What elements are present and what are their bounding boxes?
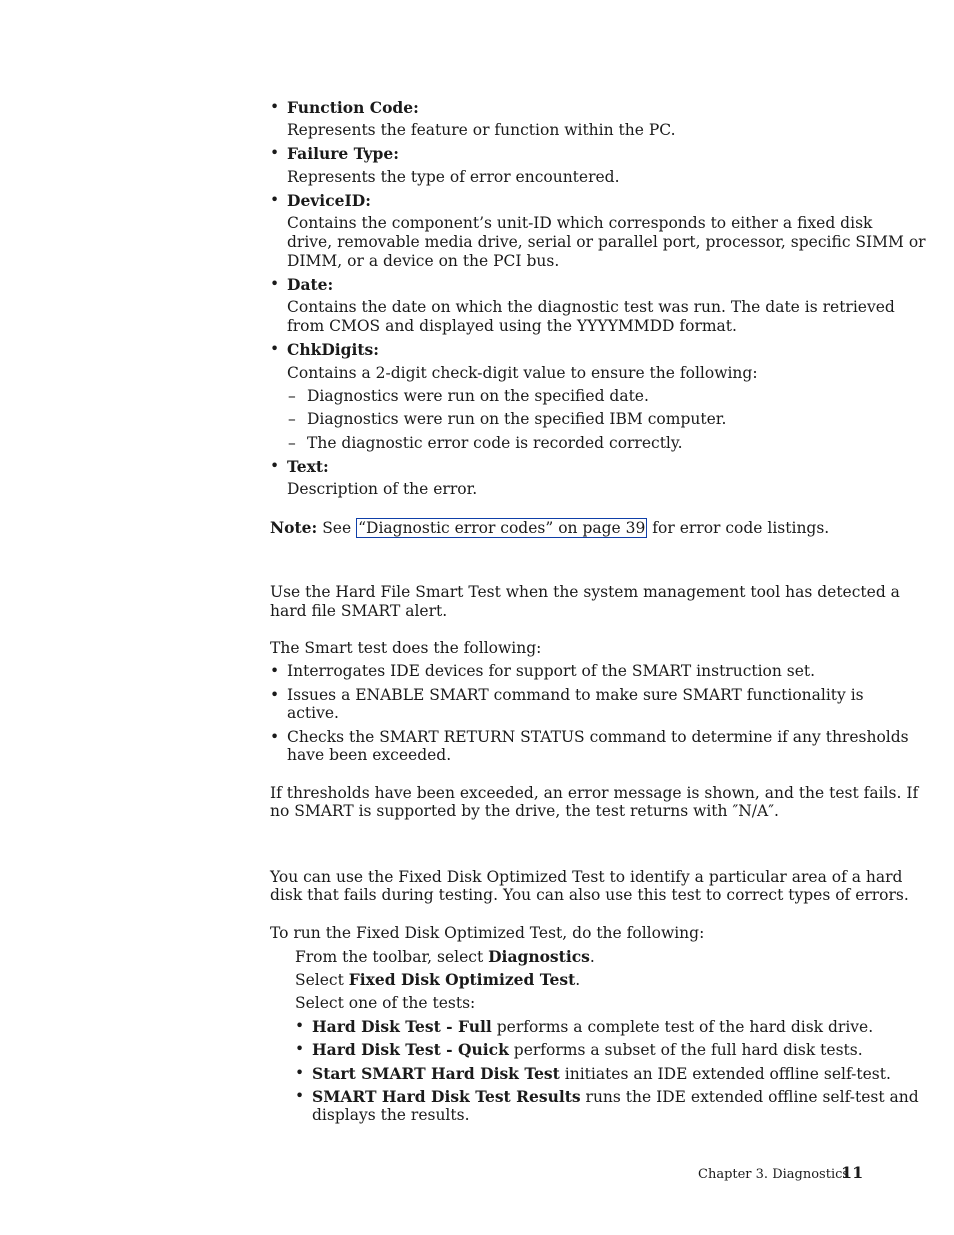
note-post: for error code listings. [652, 519, 830, 537]
chk-item: Diagnostics were run on the specified date. [307, 387, 649, 405]
note-label: Note: [270, 518, 318, 537]
test-item [312, 1087, 919, 1107]
bullet: • [270, 728, 280, 746]
step-bold: Diagnostics [488, 947, 590, 966]
page-number: 11 [841, 1163, 864, 1182]
fixed-lead: To run the Fixed Disk Optimized Test, do the following: [270, 924, 705, 942]
note [270, 518, 829, 538]
step-text: From the toolbar, select [295, 948, 489, 966]
smart-bullet: Checks the SMART RETURN STATUS command to determine if any thresholds [287, 728, 909, 746]
test-desc: performs a subset of the full hard disk tests. [508, 1041, 863, 1059]
step-text: Select [295, 971, 349, 989]
field-desc: drive, removable media drive, serial or parallel port, processor, specific SIMM or [287, 233, 926, 251]
field-label-chkdigits: ChkDigits: [287, 340, 380, 359]
field-desc: from CMOS and displayed using the YYYYMMDD format. [287, 317, 737, 335]
field-label-text: Text: [287, 457, 329, 476]
smart-bullet: Interrogates IDE devices for support of the SMART instruction set. [287, 662, 816, 680]
field-desc: Contains the date on which the diagnostic test was run. The date is retrieved [287, 298, 895, 316]
note-pre: See [322, 519, 352, 537]
bullet: • [270, 144, 280, 162]
test-desc: runs the IDE extended offline self-test and [580, 1088, 919, 1106]
bullet: • [295, 1087, 305, 1105]
test-name: Hard Disk Test - Full [312, 1017, 492, 1036]
bullet: • [270, 686, 280, 704]
bullet: • [270, 662, 280, 680]
bullet: • [270, 340, 280, 358]
chk-item: Diagnostics were run on the specified IBM computer. [307, 410, 727, 428]
test-item [312, 1040, 863, 1060]
field-desc: Represents the type of error encountered. [287, 168, 620, 186]
dash: – [288, 434, 296, 452]
bullet: • [295, 1040, 305, 1058]
test-desc: performs a complete test of the hard disk drive. [491, 1018, 874, 1036]
step-2 [295, 970, 580, 990]
dash: – [288, 387, 296, 405]
bullet: • [295, 1017, 305, 1035]
field-label-date: Date: [287, 275, 334, 294]
test-item [312, 1064, 891, 1084]
smart-intro: Use the Hard File Smart Test when the system management tool has detected a [270, 583, 900, 601]
test-desc: initiates an IDE extended offline self-test. [559, 1065, 891, 1083]
chk-item: The diagnostic error code is recorded correctly. [307, 434, 683, 452]
bullet: • [270, 275, 280, 293]
dash: – [288, 410, 296, 428]
step-text: . [575, 971, 581, 989]
smart-bullet: active. [287, 704, 339, 722]
smart-intro: hard file SMART alert. [270, 602, 448, 620]
fixed-intro: You can use the Fixed Disk Optimized Test to identify a particular area of a hard [270, 868, 903, 886]
test-name: Start SMART Hard Disk Test [312, 1064, 560, 1083]
smart-lead: The Smart test does the following: [270, 639, 542, 657]
footer-chapter: Chapter 3. Diagnostics [698, 1167, 850, 1182]
smart-bullet: Issues a ENABLE SMART command to make sure SMART functionality is [287, 686, 864, 704]
step-bold: Fixed Disk Optimized Test [348, 970, 576, 989]
test-desc: displays the results. [312, 1106, 470, 1124]
field-desc: Contains a 2-digit check-digit value to ensure the following: [287, 364, 758, 382]
step-1 [295, 947, 595, 967]
field-label-deviceid: DeviceID: [287, 191, 371, 210]
note-link[interactable]: “Diagnostic error codes” on page 39 [358, 519, 646, 537]
smart-outro: no SMART is supported by the drive, the test returns with ″N/A″. [270, 802, 779, 820]
bullet: • [295, 1064, 305, 1082]
test-name: SMART Hard Disk Test Results [312, 1087, 581, 1106]
field-desc: Description of the error. [287, 480, 478, 498]
fixed-intro: disk that fails during testing. You can also use this test to correct types of errors. [270, 886, 909, 904]
bullet: • [270, 191, 280, 209]
smart-bullet: have been exceeded. [287, 746, 452, 764]
field-label-function-code: Function Code: [287, 98, 419, 117]
field-desc: Contains the component’s unit-ID which corresponds to either a fixed disk [287, 214, 873, 232]
smart-outro: If thresholds have been exceeded, an error message is shown, and the test fails. If [270, 784, 919, 802]
bullet: • [270, 98, 280, 116]
field-desc: DIMM, or a device on the PCI bus. [287, 252, 560, 270]
bullet: • [270, 457, 280, 475]
test-name: Hard Disk Test - Quick [312, 1040, 509, 1059]
test-item [312, 1017, 873, 1037]
step-text: . [589, 948, 595, 966]
field-label-failure-type: Failure Type: [287, 144, 399, 163]
step-3: Select one of the tests: [295, 994, 476, 1012]
field-desc: Represents the feature or function within the PC. [287, 121, 676, 139]
